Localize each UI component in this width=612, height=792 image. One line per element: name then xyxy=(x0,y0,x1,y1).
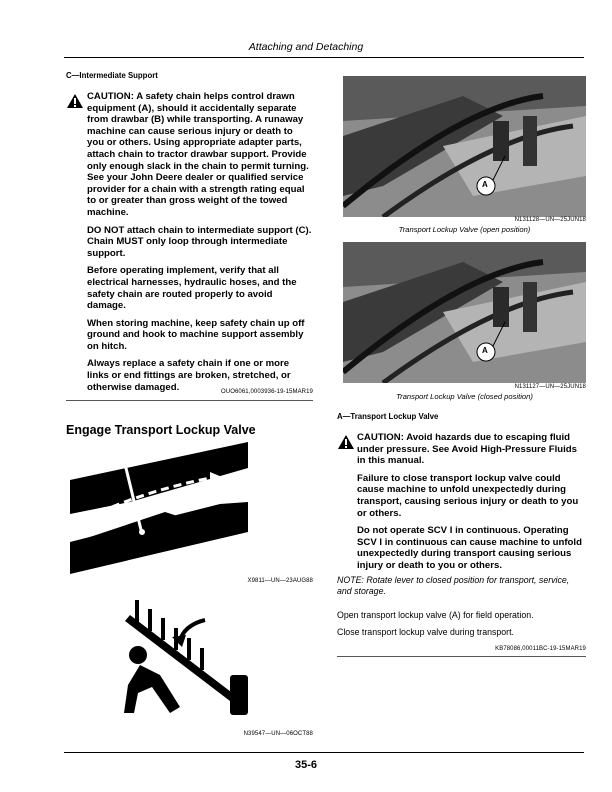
photo-valve-closed xyxy=(343,242,586,383)
figure-reference: X9811—UN—23AUG88 xyxy=(247,578,313,584)
footer-rule xyxy=(64,752,584,753)
label-intermediate-support: C—Intermediate Support xyxy=(66,71,158,80)
body-text: Close transport lockup valve during transport. xyxy=(337,627,515,637)
caution-paragraph: Before operating implement, verify that all electrical harnesses, hydraulic hoses, and the safety chain are routed properly to avoid damage. xyxy=(87,265,297,312)
note-text: NOTE: Rotate lever to closed position for transport, service, and storage. xyxy=(337,575,570,596)
warning-icon xyxy=(66,93,84,109)
reference-code: OUO6061,0003936-19-15MAR19 xyxy=(221,389,313,395)
caution-paragraph: When storing machine, keep safety chain up off ground and hook to machine support assembly on hitch. xyxy=(87,317,305,352)
caution-paragraph: DO NOT attach chain to intermediate support (C). Chain MUST only loop through intermediate support. xyxy=(87,224,312,259)
header-rule xyxy=(64,57,584,58)
caution-paragraph: Do not operate SCV I in continuous. Operating SCV I in continuous can cause machine to unfold unexpectedly during transport causing serious injury or death to you or others. xyxy=(357,525,582,571)
transport-lockup-illustration xyxy=(70,442,248,574)
photo-callout: A xyxy=(482,346,488,355)
page-header-title: Attaching and Detaching xyxy=(248,41,364,53)
page-number: 35-6 xyxy=(294,759,318,771)
photo-reference: N131128—UN—25JUN18 xyxy=(514,217,586,223)
reference-code: KB78086,00011BC-19-15MAR19 xyxy=(495,646,586,652)
caution-paragraph: CAUTION: A safety chain helps control drawn equipment (A), should it accidentally separate from drawbar (B) while transporting. A runaway machine can cause serious injury or death to you or others. Using appropriate adapter parts, attach chain to tractor drawbar support. Provide only enough slack in the chain to permit turning. See your John Deere dealer or qualified service provider for a chain with a strength rating equal to or greater than gross weight of the towed machine. xyxy=(87,91,309,218)
warning-icon xyxy=(337,434,355,450)
caution-high-pressure xyxy=(357,432,585,578)
photo-reference: N131127—UN—25JUN18 xyxy=(514,384,586,390)
section-rule xyxy=(66,400,313,401)
section-rule xyxy=(337,656,586,657)
caution-paragraph: Always replace a safety chain if one or more links or end fittings are broken, stretched, or otherwise damaged. xyxy=(87,358,291,393)
photo-valve-open xyxy=(343,76,586,217)
body-text: Open transport lockup valve (A) for field operation. xyxy=(337,610,534,620)
photo-caption: Transport Lockup Valve (closed position) xyxy=(396,392,533,401)
caution-paragraph: CAUTION: Avoid hazards due to escaping fluid under pressure. See Avoid High-Pressure Fluids in this manual. xyxy=(357,432,578,467)
photo-callout: A xyxy=(482,180,488,189)
caution-safety-chain xyxy=(87,91,312,399)
photo-caption: Transport Lockup Valve (open position) xyxy=(398,225,531,234)
section-heading: Engage Transport Lockup Valve xyxy=(66,423,256,437)
figure-reference: N39547—UN—06OCT88 xyxy=(243,731,313,737)
crush-hazard-pictogram xyxy=(110,595,260,720)
label-transport-lockup-valve: A—Transport Lockup Valve xyxy=(337,412,439,421)
caution-paragraph: Failure to close transport lockup valve could cause machine to unfold unexpectedly during transport, causing serious injury or death to you or others. xyxy=(357,472,579,519)
